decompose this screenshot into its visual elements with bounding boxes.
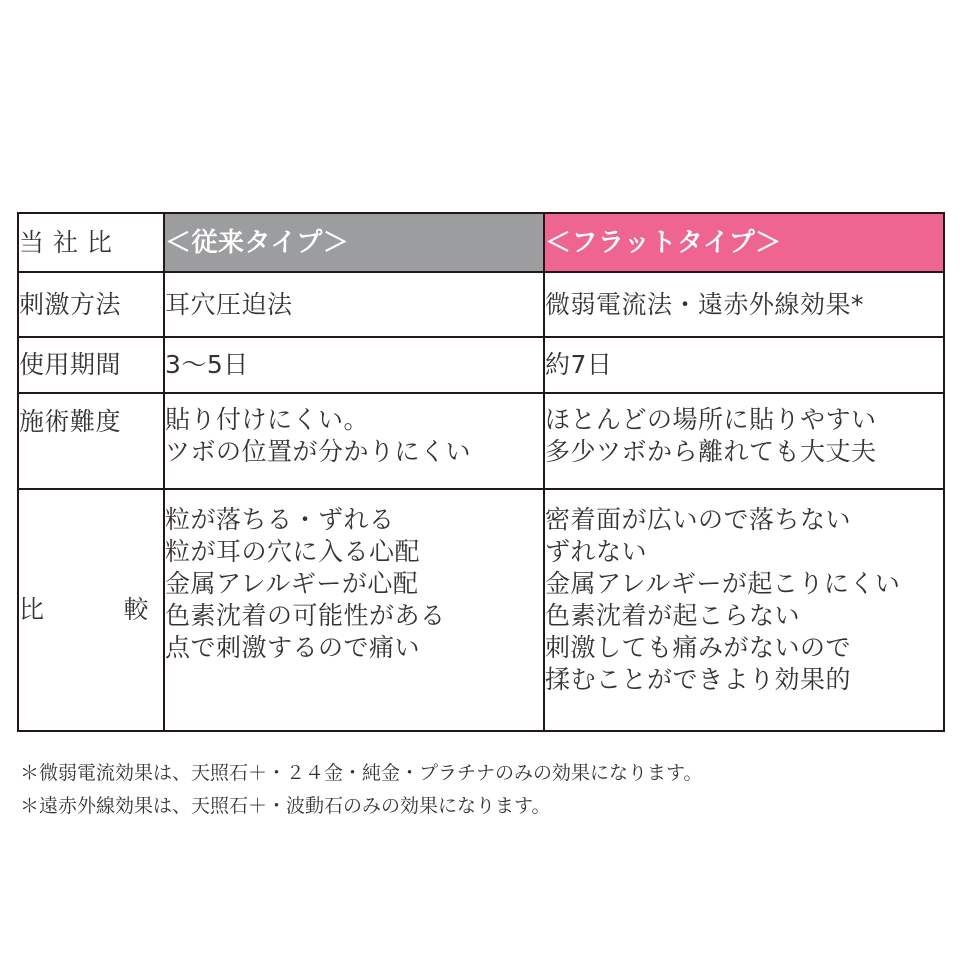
text-line: 色素沈着が起こらない [545,601,801,630]
text-line: ずれない [545,537,648,566]
comparison-table [17,212,945,732]
row-comparison [18,489,944,731]
header-flat-type: ＜フラットタイプ＞ [544,213,944,272]
label-char-left: 比 [19,595,45,624]
header-old-type: ＜従来タイプ＞ [164,213,544,272]
footnote: ＊遠赤外線効果は、天照石＋・波動石のみの効果になります。 [20,795,551,817]
text-line: ほとんどの場所に貼りやすい [545,405,877,434]
text-line: 多少ツボから離れても大丈夫 [545,437,877,466]
label-char-right: 較 [123,595,149,624]
header-label: 当 社 比 [18,213,164,272]
text-line: 揉むことができより効果的 [545,665,852,694]
row-period [18,337,944,393]
header-row [18,213,944,272]
cell-flat-comparison [544,489,944,731]
text-line: 点で刺激するので痛い [165,633,421,662]
cell-flat-method: 微弱電流法・遠赤外線効果* [544,272,944,337]
cell-flat-period: 約7日 [544,337,944,393]
footnote: ＊微弱電流効果は、天照石＋・２４金・純金・プラチナのみの効果になります。 [20,762,703,784]
row-label-method: 刺激方法 [18,272,164,337]
text-line: 金属アレルギーが起こりにくい [545,569,901,598]
cell-old-period: 3〜5日 [164,337,544,393]
row-label-comparison [18,489,164,731]
text-line: 粒が落ちる・ずれる [165,505,395,534]
row-method [18,272,944,337]
row-label-difficulty: 施術難度 [18,393,164,489]
text-line: 刺激しても痛みがないので [545,633,852,662]
footnotes [20,757,702,823]
text-line: 色素沈着の可能性がある [165,601,446,630]
cell-old-difficulty [164,393,544,489]
row-difficulty [18,393,944,489]
row-label-period: 使用期間 [18,337,164,393]
cell-flat-difficulty [544,393,944,489]
cell-old-comparison [164,489,544,731]
cell-old-method: 耳穴圧迫法 [164,272,544,337]
text-line: 密着面が広いので落ちない [545,505,852,534]
text-line: 貼り付けにくい。 [165,405,370,434]
text-line: 金属アレルギーが心配 [165,569,419,598]
text-line: 粒が耳の穴に入る心配 [165,537,421,566]
text-line: ツボの位置が分かりにくい [165,437,472,466]
